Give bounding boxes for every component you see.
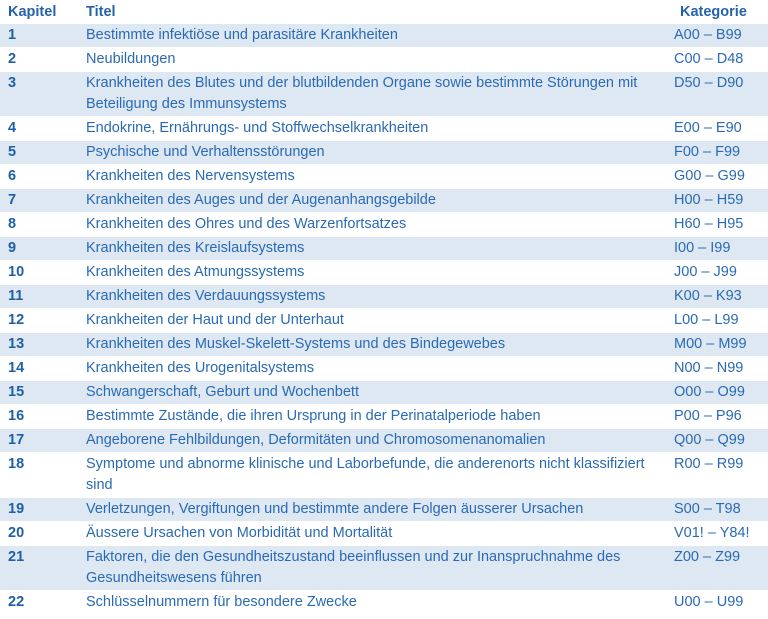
category-range: O00 – O99 [672,381,768,405]
table-row [0,285,768,309]
chapter-title: Schwangerschaft, Geburt und Wochenbett [78,381,672,405]
chapter-title: Symptome und abnorme klinische und Laborbefunde, die anderenorts nicht klassifiziert sind [78,453,672,498]
chapter-number: 7 [0,189,78,213]
chapter-title: Faktoren, die den Gesundheitszustand beeinflussen und zur Inanspruchnahme des Gesundheitswesens führen [78,546,672,591]
chapter-number: 21 [0,546,78,591]
chapter-title: Krankheiten des Ohres und des Warzenfortsatzes [78,213,672,237]
table-row [0,141,768,165]
table-row [0,237,768,261]
category-range: C00 – D48 [672,48,768,72]
table-row [0,498,768,522]
header-kategorie: Kategorie [672,0,768,24]
category-range: V01! – Y84! [672,522,768,546]
category-range: S00 – T98 [672,498,768,522]
chapter-number: 15 [0,381,78,405]
category-range: D50 – D90 [672,72,768,117]
chapter-title: Krankheiten der Haut und der Unterhaut [78,309,672,333]
category-range: M00 – M99 [672,333,768,357]
category-range: F00 – F99 [672,141,768,165]
category-range: U00 – U99 [672,591,768,615]
chapter-number: 3 [0,72,78,117]
chapter-number: 18 [0,453,78,498]
table-row [0,429,768,453]
chapter-title: Psychische und Verhaltensstörungen [78,141,672,165]
header-row [0,0,768,24]
table-row [0,522,768,546]
category-range: G00 – G99 [672,165,768,189]
category-range: R00 – R99 [672,453,768,498]
chapter-title: Angeborene Fehlbildungen, Deformitäten und Chromosomenanomalien [78,429,672,453]
table-row [0,453,768,498]
category-range: Z00 – Z99 [672,546,768,591]
table-row [0,333,768,357]
chapter-number: 5 [0,141,78,165]
chapter-number: 8 [0,213,78,237]
chapter-number: 19 [0,498,78,522]
table-row [0,24,768,48]
chapter-number: 17 [0,429,78,453]
chapter-title: Krankheiten des Blutes und der blutbildenden Organe sowie bestimmte Störungen mit Beteiligung des Immunsystems [78,72,672,117]
chapter-number: 14 [0,357,78,381]
chapter-number: 20 [0,522,78,546]
chapter-title: Krankheiten des Nervensystems [78,165,672,189]
chapter-number: 16 [0,405,78,429]
table-row [0,591,768,615]
chapter-title: Bestimmte Zustände, die ihren Ursprung in der Perinatalperiode haben [78,405,672,429]
table-row [0,309,768,333]
table-row [0,189,768,213]
category-range: H60 – H95 [672,213,768,237]
table-row [0,381,768,405]
header-titel: Titel [78,0,672,24]
chapter-title: Äussere Ursachen von Morbidität und Mortalität [78,522,672,546]
chapter-number: 2 [0,48,78,72]
table-row [0,165,768,189]
table-row [0,117,768,141]
table-row [0,546,768,591]
chapter-number: 11 [0,285,78,309]
chapter-number: 10 [0,261,78,285]
chapter-number: 6 [0,165,78,189]
chapter-number: 1 [0,24,78,48]
category-range: E00 – E90 [672,117,768,141]
category-range: N00 – N99 [672,357,768,381]
table-row [0,405,768,429]
header-kapitel: Kapitel [0,0,78,24]
category-range: K00 – K93 [672,285,768,309]
chapter-title: Krankheiten des Muskel-Skelett-Systems und des Bindegewebes [78,333,672,357]
table-row [0,357,768,381]
category-range: Q00 – Q99 [672,429,768,453]
chapter-number: 13 [0,333,78,357]
chapter-title: Krankheiten des Atmungssystems [78,261,672,285]
category-range: J00 – J99 [672,261,768,285]
table-row [0,72,768,117]
table-body [0,24,768,615]
table-row [0,261,768,285]
chapter-title: Krankheiten des Auges und der Augenanhangsgebilde [78,189,672,213]
category-range: A00 – B99 [672,24,768,48]
chapter-title: Schlüsselnummern für besondere Zwecke [78,591,672,615]
chapter-number: 9 [0,237,78,261]
chapter-title: Neubildungen [78,48,672,72]
table-row [0,48,768,72]
chapter-title: Krankheiten des Kreislaufsystems [78,237,672,261]
chapter-title: Bestimmte infektiöse und parasitäre Krankheiten [78,24,672,48]
category-range: I00 – I99 [672,237,768,261]
chapter-number: 22 [0,591,78,615]
category-range: P00 – P96 [672,405,768,429]
table-row [0,213,768,237]
chapter-title: Krankheiten des Urogenitalsystems [78,357,672,381]
chapter-number: 12 [0,309,78,333]
chapter-title: Verletzungen, Vergiftungen und bestimmte andere Folgen äusserer Ursachen [78,498,672,522]
chapter-title: Krankheiten des Verdauungssystems [78,285,672,309]
category-range: H00 – H59 [672,189,768,213]
category-range: L00 – L99 [672,309,768,333]
chapter-title: Endokrine, Ernährungs- und Stoffwechselkrankheiten [78,117,672,141]
table-header [0,0,768,24]
chapter-number: 4 [0,117,78,141]
